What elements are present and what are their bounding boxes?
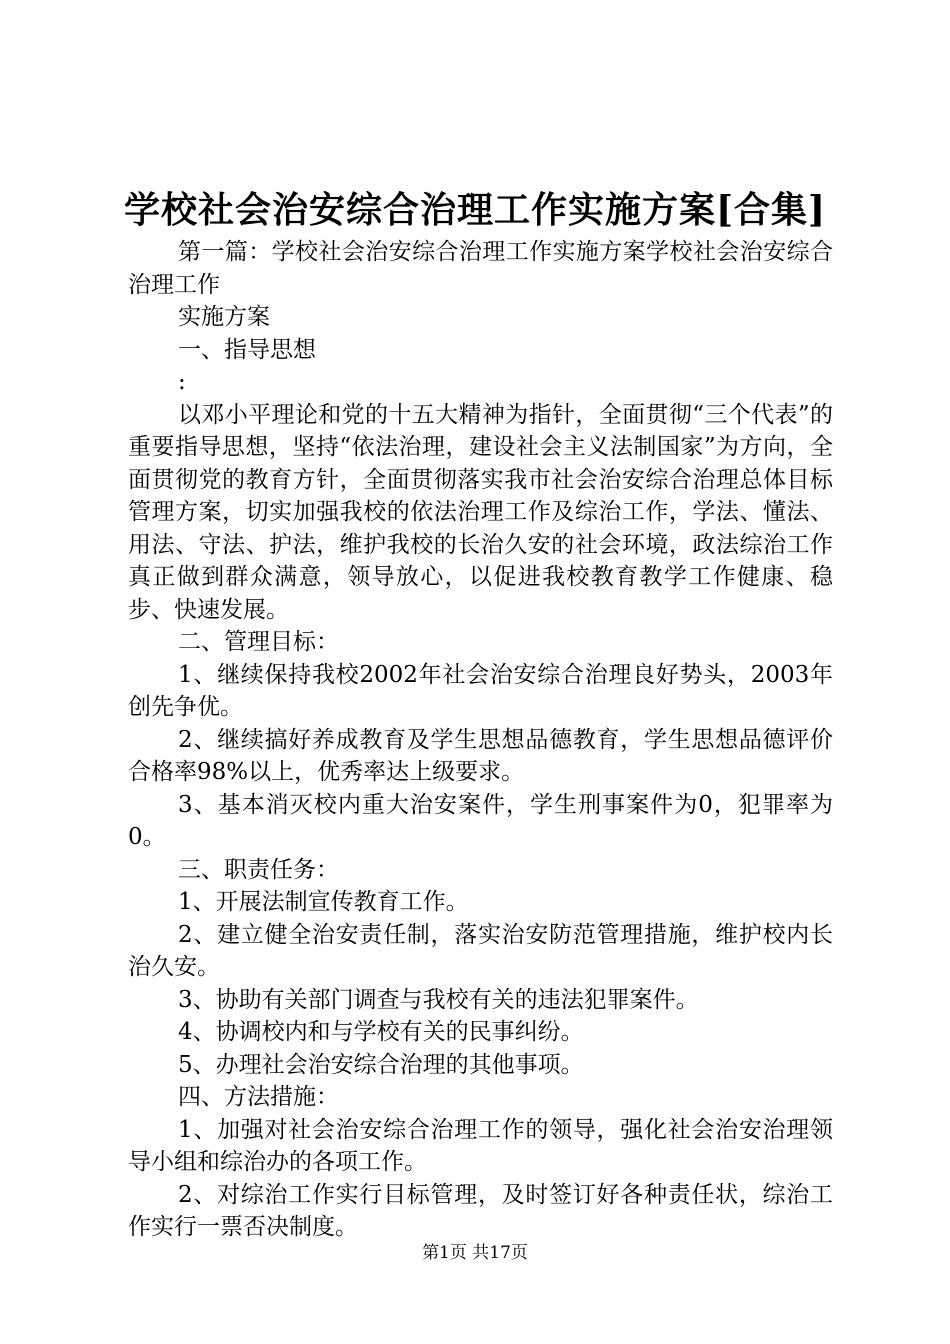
list-item-duty-2: 2、建立健全治安责任制，落实治安防范管理措施，维护校内长治久安。 (128, 921, 833, 980)
paragraph-guiding-text: 以邓小平理论和党的十五大精神为指针，全面贯彻“三个代表”的重要指导思想，坚持“依法治理，建设社会主义法制国家”为方向，全面贯彻党的教育方针，全面贯彻落实我市社会治安综合治理总体目标管理方案，切实加强我校的依法治理工作及综治工作，学法、懂法、用法、守法、护法，维护我校的长治久安的社会环境，政法综治工作真正做到群众满意，领导放心，以促进我校教育教学工作健康、稳步、快速发展。 (128, 401, 833, 623)
document-body (128, 236, 833, 1244)
list-item-duty-4: 4、协调校内和与学校有关的民事纠纷。 (178, 1019, 584, 1045)
list-item-measure-2: 2、对综治工作实行目标管理，及时签订好各种责任状，综治工作实行一票否决制度。 (128, 1181, 833, 1240)
section-heading-measures: 四、方法措施： (178, 1084, 339, 1110)
list-item-measure-1: 1、加强对社会治安综合治理工作的领导，强化社会治安治理领导小组和综治办的各项工作。 (128, 1116, 833, 1175)
list-item-duty-1: 1、开展法制宣传教育工作。 (178, 889, 469, 915)
paragraph-plan-heading: 实施方案 (178, 304, 270, 330)
list-item-duty-3: 3、协助有关部门调查与我校有关的违法犯罪案件。 (178, 986, 699, 1013)
paragraph-colon: : (178, 369, 186, 395)
list-item-goal-3: 3、基本消灭校内重大治安案件，学生刑事案件为0，犯罪率为0。 (128, 791, 833, 850)
page-number: 第1页 共17页 (422, 1243, 528, 1263)
section-heading-guiding: 一、指导思想 (178, 336, 316, 363)
list-item-goal-1: 1、继续保持我校2002年社会治安综合治理良好势头，2003年创先争优。 (128, 661, 833, 720)
paragraph-intro: 第一篇：学校社会治安综合治理工作实施方案学校社会治安综合治理工作 (128, 239, 833, 298)
list-item-duty-5: 5、办理社会治安综合治理的其他事项。 (178, 1051, 584, 1078)
section-heading-goals: 二、管理目标： (178, 629, 339, 655)
section-heading-duties: 三、职责任务： (178, 856, 339, 883)
document-title: 学校社会治安综合治理工作实施方案[合集] (123, 189, 827, 231)
list-item-goal-2: 2、继续搞好养成教育及学生思想品德教育，学生思想品德评价合格率98%以上，优秀率达上级要求。 (128, 726, 833, 785)
